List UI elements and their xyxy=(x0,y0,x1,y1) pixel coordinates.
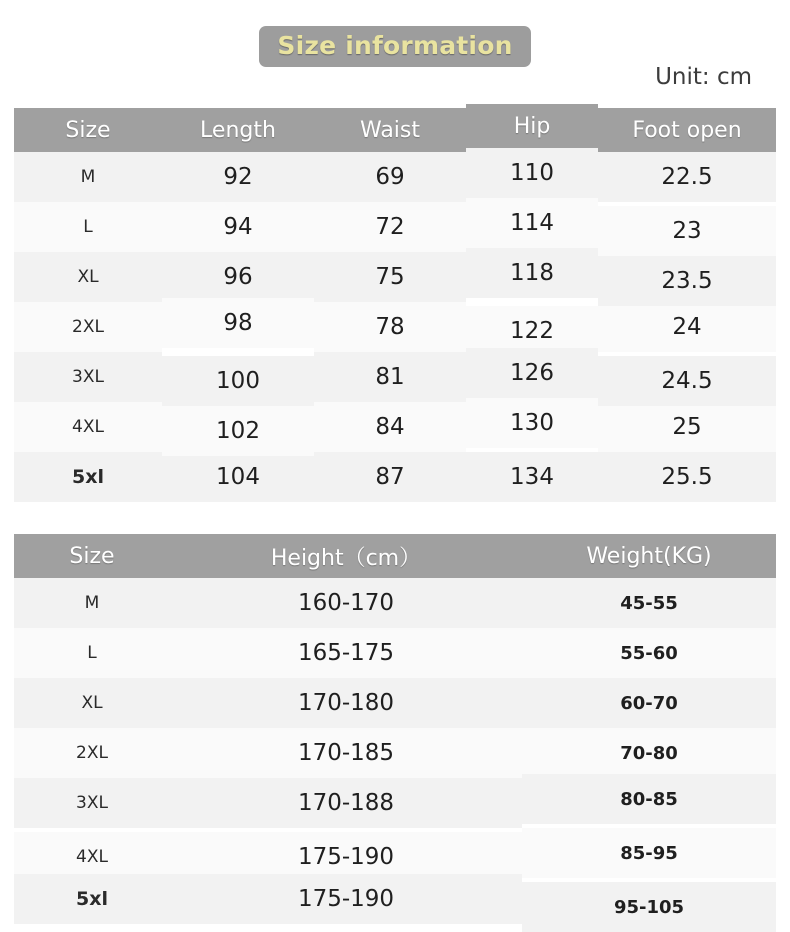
cell-foot-open: 25 xyxy=(598,402,776,452)
cell-length: 94 xyxy=(162,202,314,252)
cell-waist: 75 xyxy=(314,252,466,302)
cell-waist: 72 xyxy=(314,202,466,252)
table-row xyxy=(14,352,776,402)
cell-weight: 45-55 xyxy=(522,578,776,628)
cell-foot-open: 23.5 xyxy=(598,256,776,306)
cell-length: 98 xyxy=(162,298,314,348)
table-row xyxy=(14,578,776,628)
cell-hip: 114 xyxy=(466,198,598,248)
cell-length: 104 xyxy=(162,452,314,502)
cell-size: 5xl xyxy=(14,874,170,924)
cell-waist: 69 xyxy=(314,152,466,202)
table-row xyxy=(14,728,776,778)
column-header-weight: Weight(KG) xyxy=(522,534,776,578)
cell-foot-open: 22.5 xyxy=(598,152,776,202)
size-table-header xyxy=(14,108,776,152)
column-header-height: Height（cm） xyxy=(170,534,522,578)
cell-size: 4XL xyxy=(14,402,162,452)
cell-length: 96 xyxy=(162,252,314,302)
cell-foot-open: 24.5 xyxy=(598,356,776,406)
cell-size: M xyxy=(14,578,170,628)
cell-height: 160-170 xyxy=(170,578,522,628)
table-row xyxy=(14,778,776,828)
cell-weight: 85-95 xyxy=(522,828,776,878)
cell-foot-open: 25.5 xyxy=(598,452,776,502)
column-header-length: Length xyxy=(162,108,314,152)
cell-height: 170-185 xyxy=(170,728,522,778)
table-row xyxy=(14,828,776,878)
cell-size: 3XL xyxy=(14,778,170,828)
cell-length: 92 xyxy=(162,152,314,202)
column-header-size: Size xyxy=(14,108,162,152)
cell-hip: 130 xyxy=(466,398,598,448)
table-header-row xyxy=(14,534,776,578)
cell-hip: 122 xyxy=(466,306,598,356)
cell-waist: 78 xyxy=(314,302,466,352)
cell-size: 2XL xyxy=(14,728,170,778)
column-header-foot-open: Foot open xyxy=(598,108,776,152)
cell-foot-open: 24 xyxy=(598,302,776,352)
cell-size: 3XL xyxy=(14,352,162,402)
cell-size: L xyxy=(14,628,170,678)
height-weight-table xyxy=(14,534,776,928)
table-row xyxy=(14,202,776,252)
cell-height: 175-190 xyxy=(170,874,522,924)
table-row xyxy=(14,678,776,728)
body-table-body xyxy=(14,578,776,928)
cell-height: 175-190 xyxy=(170,832,522,882)
cell-size: XL xyxy=(14,252,162,302)
unit-label: Unit: cm xyxy=(655,64,752,90)
cell-height: 170-180 xyxy=(170,678,522,728)
size-table-body xyxy=(14,152,776,502)
cell-length: 102 xyxy=(162,406,314,456)
cell-waist: 84 xyxy=(314,402,466,452)
cell-weight: 80-85 xyxy=(522,774,776,824)
cell-hip: 134 xyxy=(466,452,598,502)
size-measurements-table xyxy=(14,108,776,502)
cell-hip: 126 xyxy=(466,348,598,398)
cell-size: L xyxy=(14,202,162,252)
cell-waist: 87 xyxy=(314,452,466,502)
cell-size: M xyxy=(14,152,162,202)
body-table-header xyxy=(14,534,776,578)
cell-size: 4XL xyxy=(14,832,170,882)
table-row xyxy=(14,628,776,678)
cell-weight: 60-70 xyxy=(522,678,776,728)
cell-waist: 81 xyxy=(314,352,466,402)
cell-height: 170-188 xyxy=(170,778,522,828)
table-header-row xyxy=(14,108,776,152)
cell-weight: 55-60 xyxy=(522,628,776,678)
table-row xyxy=(14,878,776,928)
title-banner xyxy=(0,26,790,67)
table-row xyxy=(14,452,776,502)
page-title: Size information xyxy=(259,26,530,67)
cell-height: 165-175 xyxy=(170,628,522,678)
table-row xyxy=(14,252,776,302)
cell-hip: 118 xyxy=(466,248,598,298)
cell-size: 2XL xyxy=(14,302,162,352)
cell-hip: 110 xyxy=(466,148,598,198)
table-row xyxy=(14,402,776,452)
cell-size: 5xl xyxy=(14,452,162,502)
column-header-waist: Waist xyxy=(314,108,466,152)
column-header-size: Size xyxy=(14,534,170,578)
table-row xyxy=(14,152,776,202)
cell-weight: 95-105 xyxy=(522,882,776,932)
cell-foot-open: 23 xyxy=(598,206,776,256)
cell-length: 100 xyxy=(162,356,314,406)
table-row xyxy=(14,302,776,352)
cell-weight: 70-80 xyxy=(522,728,776,778)
cell-size: XL xyxy=(14,678,170,728)
column-header-hip: Hip xyxy=(466,104,598,148)
